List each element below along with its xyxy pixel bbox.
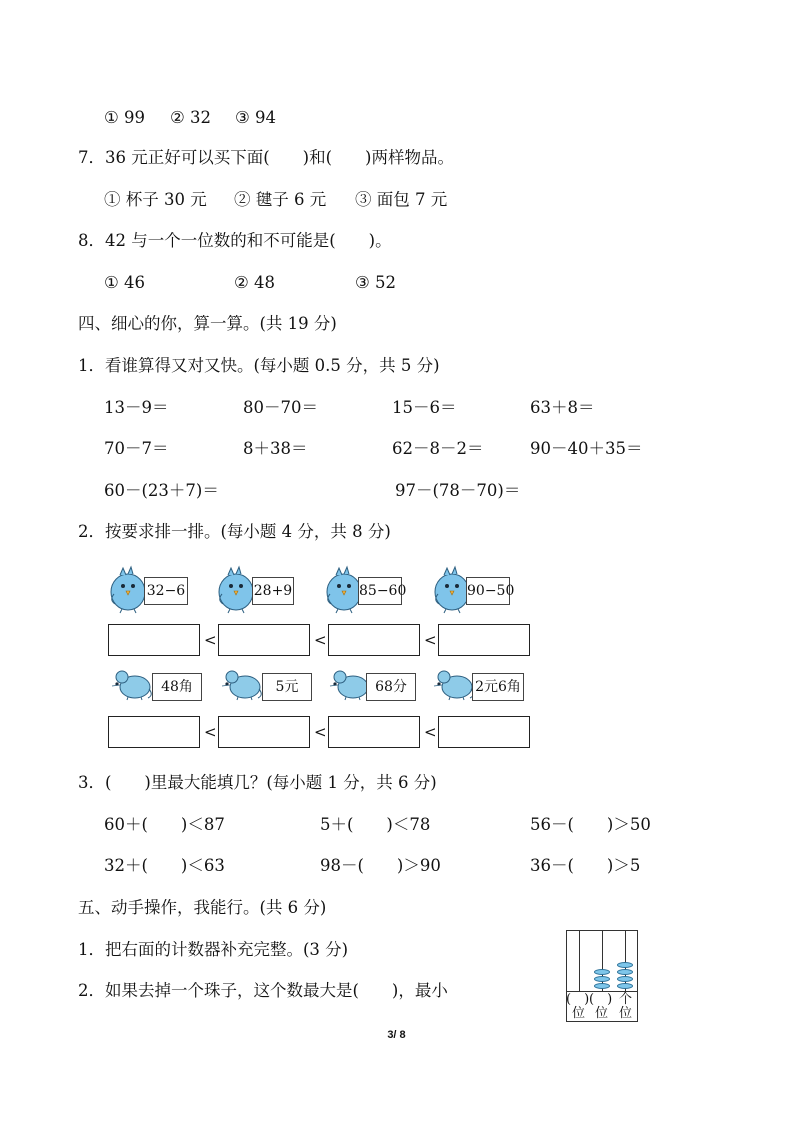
section5-title: 五、动手操作，我能行。(共 6 分) bbox=[78, 898, 327, 917]
q7-stem: 7．36 元正好可以买下面( )和( )两样物品。 bbox=[78, 148, 454, 167]
answer-box[interactable] bbox=[218, 624, 310, 656]
mouse-icon bbox=[108, 667, 154, 701]
calc-r3-c1: 60－(23＋7)＝ bbox=[104, 481, 219, 500]
less-than-sign: < bbox=[424, 723, 437, 741]
calc-r1-c4: 63＋8＝ bbox=[530, 398, 595, 417]
q8-option-2: ② 48 bbox=[234, 273, 276, 292]
calc-r3-c2: 97－(78－70)＝ bbox=[395, 481, 521, 500]
fill-r2-c2: 98－( )＞90 bbox=[320, 856, 441, 875]
abacus-rod bbox=[579, 931, 580, 991]
calc-r1-c2: 80－70＝ bbox=[243, 398, 318, 417]
calc-r1-c1: 13－9＝ bbox=[104, 398, 169, 417]
q8-option-3: ③ 52 bbox=[355, 273, 397, 292]
answer-box[interactable] bbox=[328, 716, 420, 748]
calc-r2-c3: 62－8－2＝ bbox=[392, 439, 484, 458]
q8-stem: 8．42 与一个一位数的和不可能是( )。 bbox=[78, 231, 392, 250]
q6-option-2: ② 32 bbox=[170, 108, 212, 127]
abacus-label-hundreds-bottom: 位 bbox=[572, 1006, 586, 1021]
mouse-card-1: 48角 bbox=[152, 673, 202, 701]
abacus-label-hundreds-top: ( ) bbox=[566, 992, 590, 1007]
less-than-sign: < bbox=[204, 631, 217, 649]
abacus-bead bbox=[594, 976, 610, 982]
less-than-sign: < bbox=[424, 631, 437, 649]
less-than-sign: < bbox=[204, 723, 217, 741]
q6-option-1: ① 99 bbox=[104, 108, 146, 127]
fill-r1-c3: 56－( )＞50 bbox=[530, 815, 651, 834]
calc-r2-c1: 70－7＝ bbox=[104, 439, 169, 458]
abacus-bead bbox=[617, 962, 633, 968]
calc-r2-c4: 90－40＋35＝ bbox=[530, 439, 643, 458]
abacus-rod bbox=[625, 931, 626, 991]
answer-box[interactable] bbox=[438, 716, 530, 748]
calc-r2-c2: 8＋38＝ bbox=[243, 439, 308, 458]
answer-box[interactable] bbox=[328, 624, 420, 656]
abacus-rod bbox=[602, 931, 603, 991]
q8-option-1: ① 46 bbox=[104, 273, 146, 292]
section4-title: 四、细心的你，算一算。(共 19 分) bbox=[78, 314, 337, 333]
q7-option-3: ③ 面包 7 元 bbox=[355, 190, 448, 209]
page-number: 3/ 8 bbox=[387, 1029, 406, 1041]
chick-card-4: 90−50 bbox=[466, 577, 510, 605]
mouse-icon bbox=[218, 667, 264, 701]
less-than-sign: < bbox=[314, 723, 327, 741]
calc-r1-c3: 15－6＝ bbox=[392, 398, 457, 417]
fill-r2-c3: 36－( )＞5 bbox=[530, 856, 641, 875]
mouse-icon bbox=[430, 667, 476, 701]
answer-box[interactable] bbox=[438, 624, 530, 656]
abacus-label-tens-bottom: 位 bbox=[595, 1006, 609, 1021]
chick-card-2: 28+9 bbox=[252, 577, 294, 605]
s4-p1-title: 1．看谁算得又对又快。(每小题 0.5 分，共 5 分) bbox=[78, 356, 440, 375]
chick-card-3: 85−60 bbox=[358, 577, 402, 605]
chick-card-1: 32−6 bbox=[144, 577, 188, 605]
abacus-label-ones-bottom: 位 bbox=[619, 1006, 633, 1021]
abacus-bead bbox=[594, 983, 610, 989]
s4-p3-title: 3．( )里最大能填几？(每小题 1 分，共 6 分) bbox=[78, 773, 437, 792]
abacus-label-ones-top: 个 bbox=[619, 992, 633, 1007]
mouse-card-2: 5元 bbox=[262, 673, 312, 701]
mouse-card-4: 2元6角 bbox=[472, 673, 524, 701]
abacus-bead bbox=[617, 983, 633, 989]
answer-box[interactable] bbox=[108, 624, 200, 656]
abacus-label-tens-top: ( ) bbox=[589, 992, 613, 1007]
answer-box[interactable] bbox=[108, 716, 200, 748]
abacus-counter bbox=[566, 930, 638, 1022]
q7-option-2: ② 毽子 6 元 bbox=[234, 190, 327, 209]
s5-q2: 2．如果去掉一个珠子，这个数最大是( )，最小 bbox=[78, 981, 448, 1000]
q7-option-1: ① 杯子 30 元 bbox=[104, 190, 207, 209]
abacus-bead bbox=[617, 976, 633, 982]
fill-r1-c1: 60＋( )＜87 bbox=[104, 815, 225, 834]
less-than-sign: < bbox=[314, 631, 327, 649]
s5-q1: 1．把右面的计数器补充完整。(3 分) bbox=[78, 940, 349, 959]
s4-p2-title: 2．按要求排一排。(每小题 4 分，共 8 分) bbox=[78, 522, 391, 541]
fill-r1-c2: 5＋( )＜78 bbox=[320, 815, 431, 834]
mouse-card-3: 68分 bbox=[366, 673, 416, 701]
fill-r2-c1: 32＋( )＜63 bbox=[104, 856, 225, 875]
abacus-bead bbox=[617, 969, 633, 975]
abacus-bead bbox=[594, 969, 610, 975]
answer-box[interactable] bbox=[218, 716, 310, 748]
q6-option-3: ③ 94 bbox=[235, 108, 277, 127]
